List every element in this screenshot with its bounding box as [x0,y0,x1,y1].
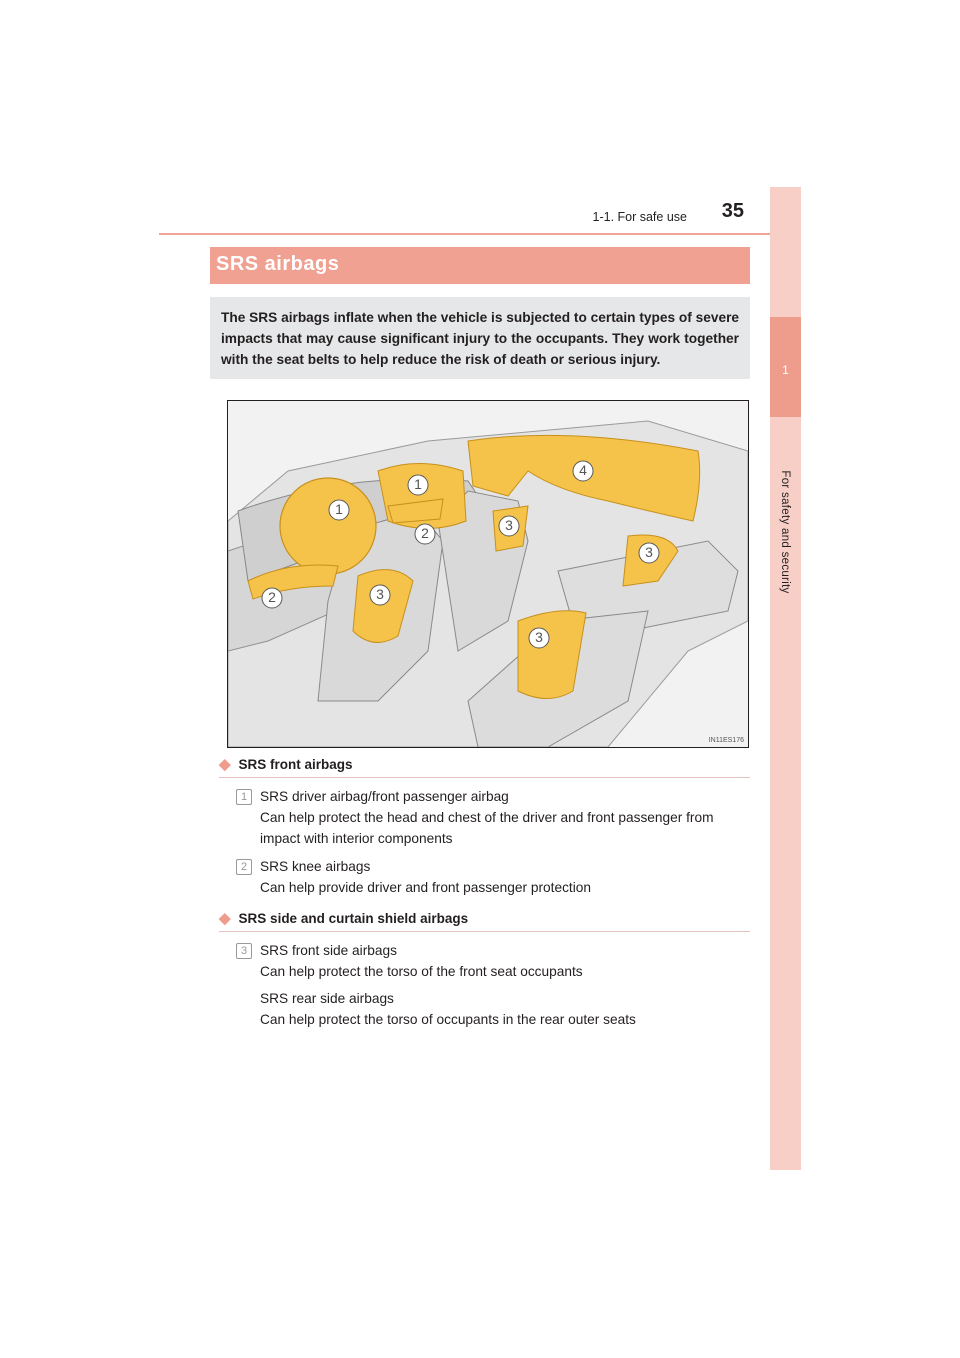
chapter-number-tab [770,317,801,417]
section-title-bar [210,247,750,284]
chapter-number: 1 [782,363,789,377]
callout-3-rear-side-airbag-right [638,542,660,564]
airbag-illustration [227,400,749,748]
item-number-box: 1 [236,789,252,805]
callout-label: 3 [535,629,543,645]
item-title: SRS driver airbag/front passenger airbag [260,789,509,804]
item-title: SRS rear side airbags [260,991,394,1006]
item-number-box: 2 [236,859,252,875]
item-number-box: 3 [236,943,252,959]
callout-3-rear-side-airbag-left [528,627,550,649]
callout-label: 4 [579,462,587,478]
item-title: SRS knee airbags [260,859,371,874]
callout-1-passenger-airbag [407,474,429,496]
callout-3-front-side-airbag-passenger [498,515,520,537]
item-description: Can help provide driver and front passenger protection [260,880,591,895]
callout-label: 2 [268,589,276,605]
callout-2-knee-airbag-passenger [414,523,436,545]
running-header-section: 1-1. For safe use [592,210,687,224]
item-description: Can help protect the head and chest of the driver and front passenger from impact with interior components [260,810,714,846]
callout-4-curtain-shield-airbag [572,460,594,482]
figure-code: IN11ES176 [708,737,744,744]
subsection-heading-text: SRS side and curtain shield airbags [238,911,469,926]
subsection-heading-side-curtain-airbags [219,909,468,927]
intro-box: The SRS airbags inflate when the vehicle is subjected to certain types of severe impacts that may cause significant injury to the occupants. They work together with the seat belts to help reduce the risk of death or serious injury. [210,297,750,379]
car-interior-drawing [228,401,748,747]
subsection-heading-front-airbags [219,755,353,773]
item-front-side-airbags [260,940,750,982]
subsection-heading-text: SRS front airbags [238,757,353,772]
callout-label: 3 [645,544,653,560]
chapter-title-tab [760,432,810,632]
callout-3-front-side-airbag-driver [369,584,391,606]
item-rear-side-airbags [260,988,750,1030]
diamond-bullet-icon: ◆ [219,910,231,927]
callout-label: 3 [376,586,384,602]
callout-label: 1 [335,501,343,517]
callout-2-knee-airbag-driver [261,587,283,609]
item-description: Can help protect the torso of occupants in the rear outer seats [260,1012,636,1027]
callout-1-driver-airbag [328,499,350,521]
subsection-rule [219,931,750,932]
diamond-bullet-icon: ◆ [219,756,231,773]
item-front-airbag [260,786,750,849]
callout-label: 2 [421,525,429,541]
subsection-rule [219,777,750,778]
item-knee-airbags [260,856,750,898]
item-title: SRS front side airbags [260,943,397,958]
callout-label: 1 [414,476,422,492]
section-title: SRS airbags [216,253,340,275]
header-rule [159,233,801,235]
callout-label: 3 [505,517,513,533]
item-description: Can help protect the torso of the front seat occupants [260,964,583,979]
page-number: 35 [721,200,744,222]
chapter-title: For safety and security [779,470,791,594]
